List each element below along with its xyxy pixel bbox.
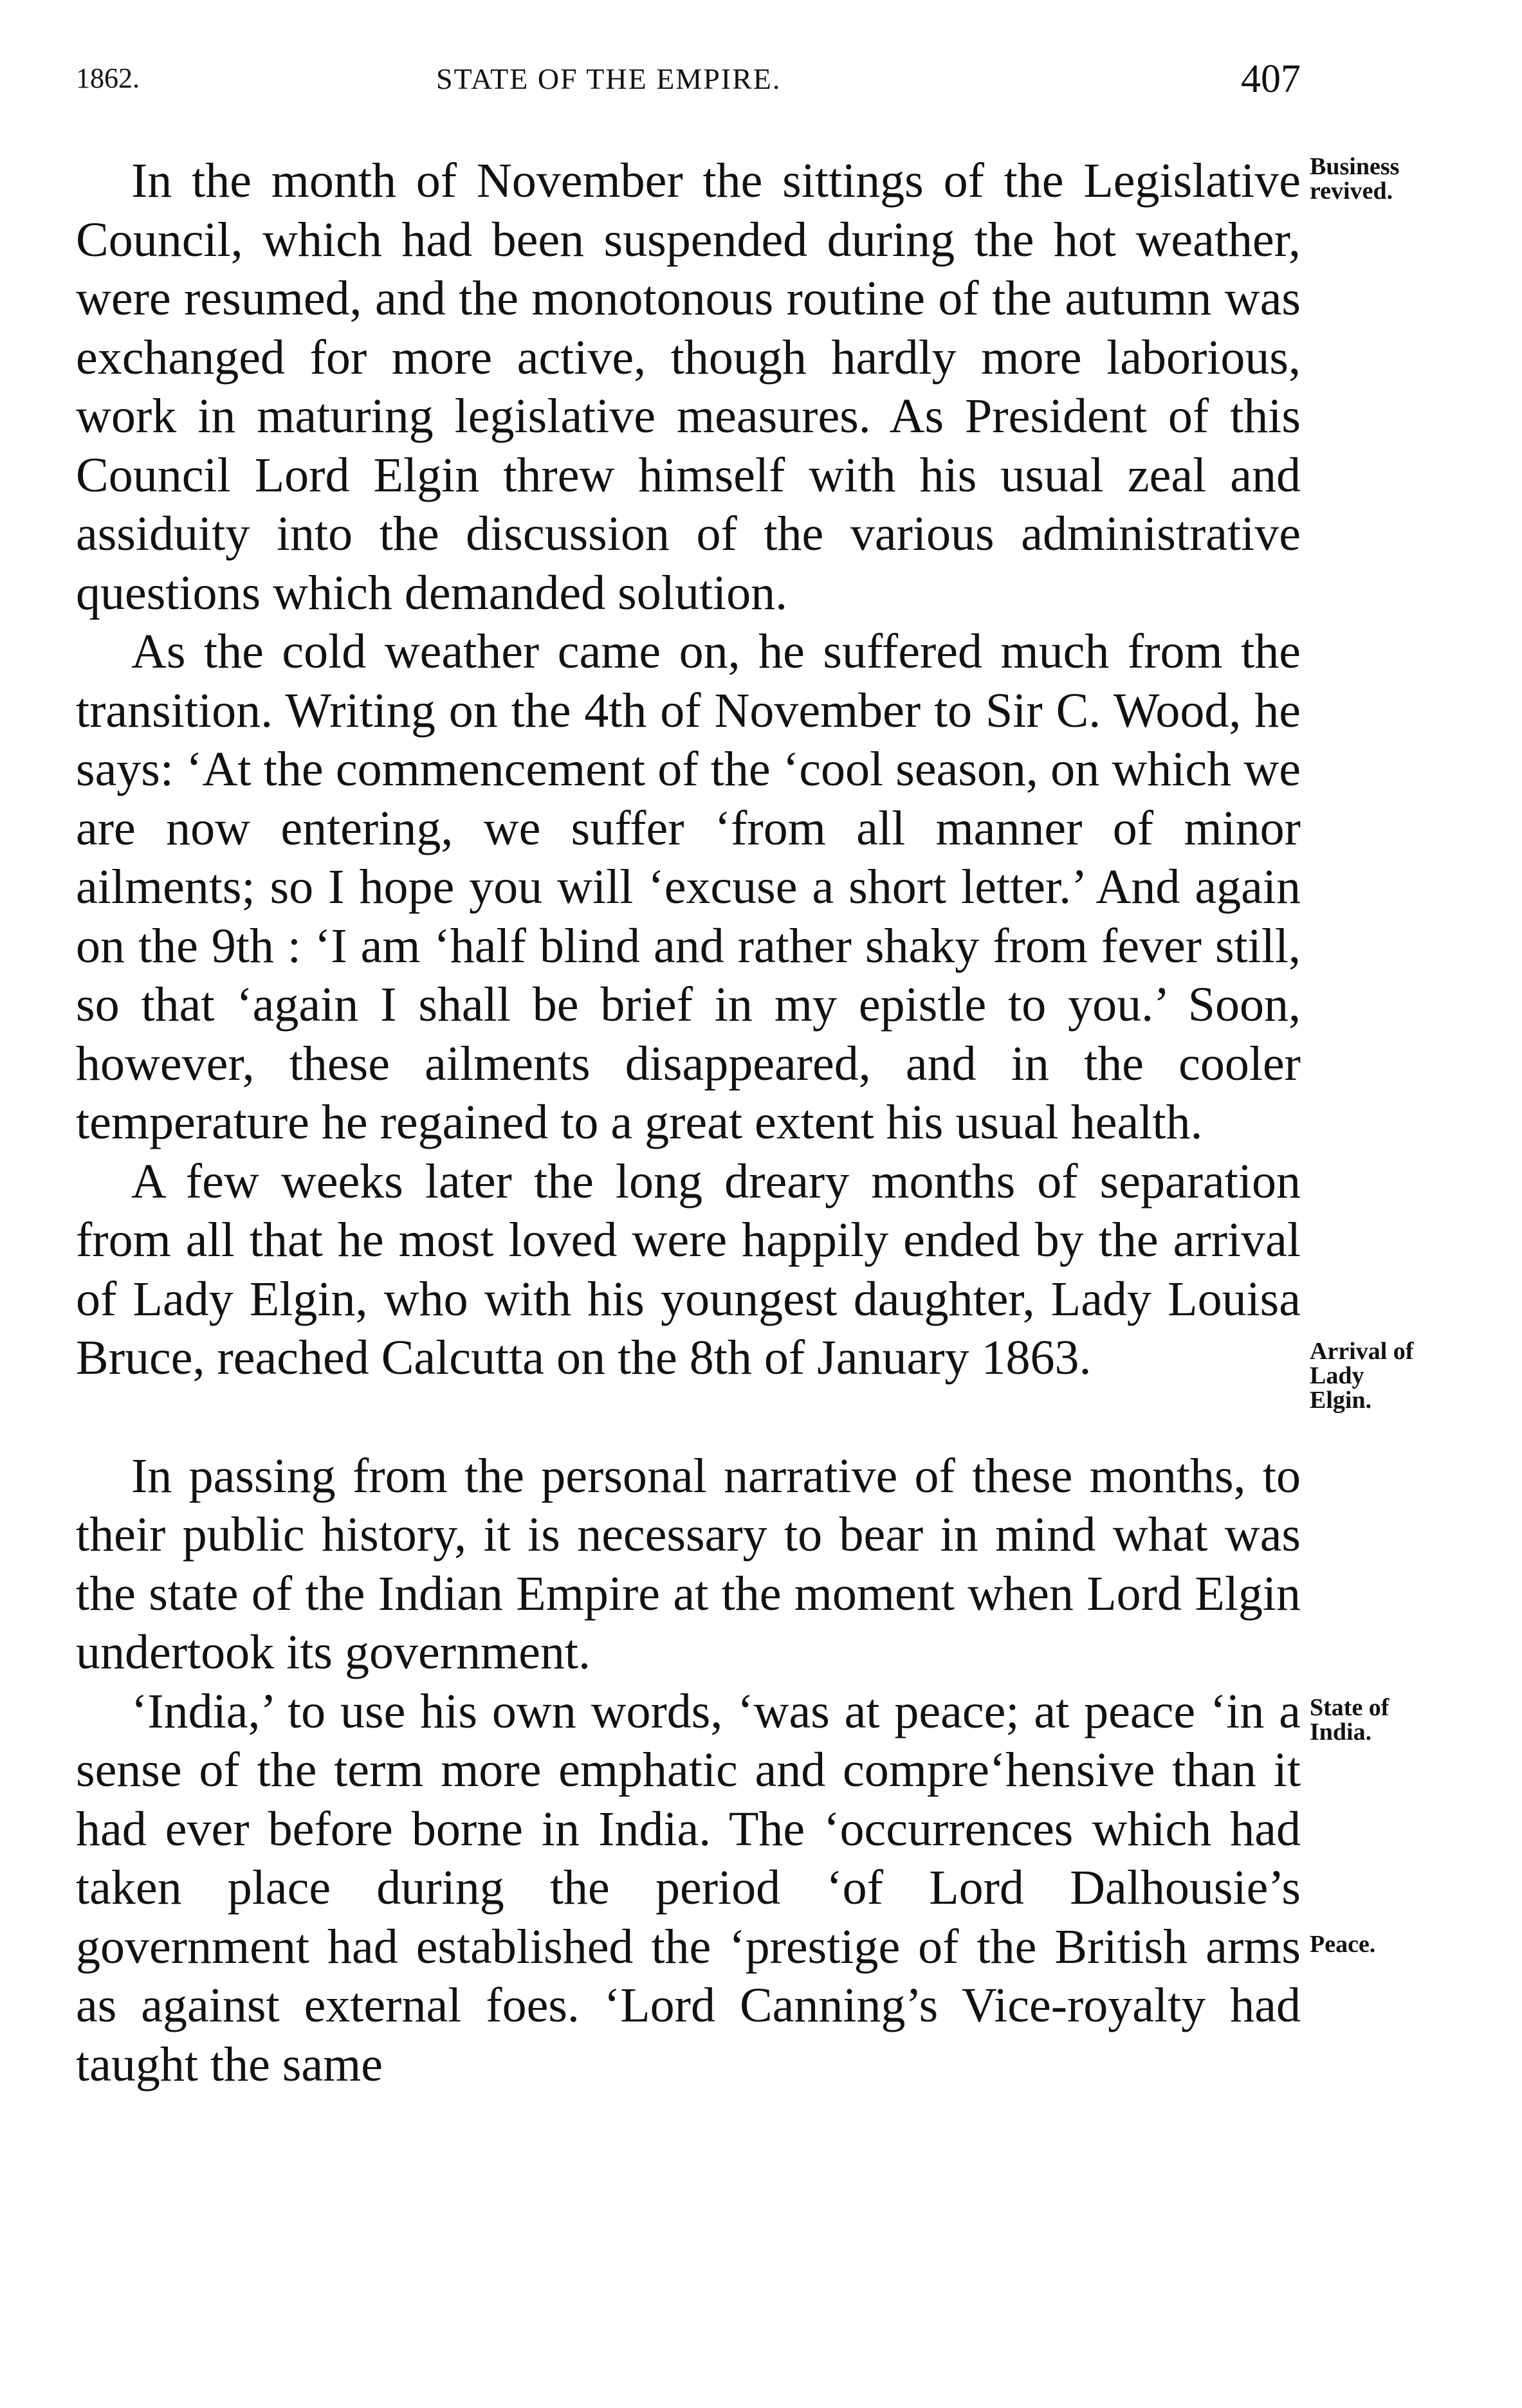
margin-note-line: Arrival of xyxy=(1310,1338,1414,1365)
main-text xyxy=(76,152,1301,2094)
margin-note-line: Lady xyxy=(1310,1362,1364,1389)
margin-note-business-revived xyxy=(1310,154,1503,203)
margin-note-arrival-of-lady-elgin xyxy=(1310,1339,1503,1412)
paragraph-cold-weather: As the cold weather came on, he suffered much from the transition. Writing on the 4th of November to Sir C. Wood, he says: ‘At the commencement of the ‘cool season, on which we are now entering, we suffer ‘from all manner of minor ailments; so I hope you will ‘excuse a short letter.’ And again on the 9th : ‘I am ‘half blind and rather shaky from fever still, so that ‘again I shall be brief in my epistle to you.’ Soon, however, these ailments disappeared, and in the cooler temperature he regained to a great extent his usual health. xyxy=(76,625,1301,1149)
margin-note-line: Peace. xyxy=(1310,1931,1376,1958)
paragraph-state-of-india: In passing from the personal narrative of these months, to their public history, it is necessary to bear in mind what was the state of the Indian Empire at the moment when Lord Elgin undertook its government. xyxy=(76,1448,1301,1679)
paragraph-arrival-lady-elgin: A few weeks later the long dreary months of separation from all that he most loved were happily ended by the arrival of Lady Elgin, who with his youngest daughter, Lady Louisa Bruce, reached Calcutta on the 8th of January 1863. xyxy=(76,1154,1301,1385)
margin-note-line: Business xyxy=(1310,153,1400,180)
margin-note-line: revived. xyxy=(1310,178,1393,205)
paragraph-peace: ‘India,’ to use his own words, ‘was at peace; at peace ‘in a sense of the term more emphatic and compre‘hensive than it had ever before borne in India. The ‘occurrences which had taken place during the period ‘of Lord Dalhousie’s government had established the ‘prestige of the British arms as against external foes. ‘Lord Canning’s Vice-royalty had taught the same xyxy=(76,1684,1301,2092)
running-head xyxy=(76,57,1301,108)
paragraph-business-revived: In the month of November the sittings of the Legislative Council, which had been suspended during the hot weather, were resumed, and the monotonous routine of the autumn was exchanged for more active, though hardly more laborious, work in maturing legislative measures. As President of this Council Lord Elgin threw himself with his usual zeal and assiduity into the discussion of the various administrative questions which demanded solution. xyxy=(76,154,1301,620)
margin-note-state-of-india xyxy=(1310,1695,1503,1744)
running-head-title: STATE OF THE EMPIRE. xyxy=(436,62,782,95)
section-break xyxy=(76,1388,1301,1447)
running-head-year: 1862. xyxy=(76,62,140,94)
margin-note-peace xyxy=(1310,1932,1503,1957)
margin-note-line: Elgin. xyxy=(1310,1387,1372,1414)
page-number: 407 xyxy=(1241,57,1301,101)
margin-note-line: State of xyxy=(1310,1694,1389,1721)
margin-note-line: India. xyxy=(1310,1719,1372,1746)
